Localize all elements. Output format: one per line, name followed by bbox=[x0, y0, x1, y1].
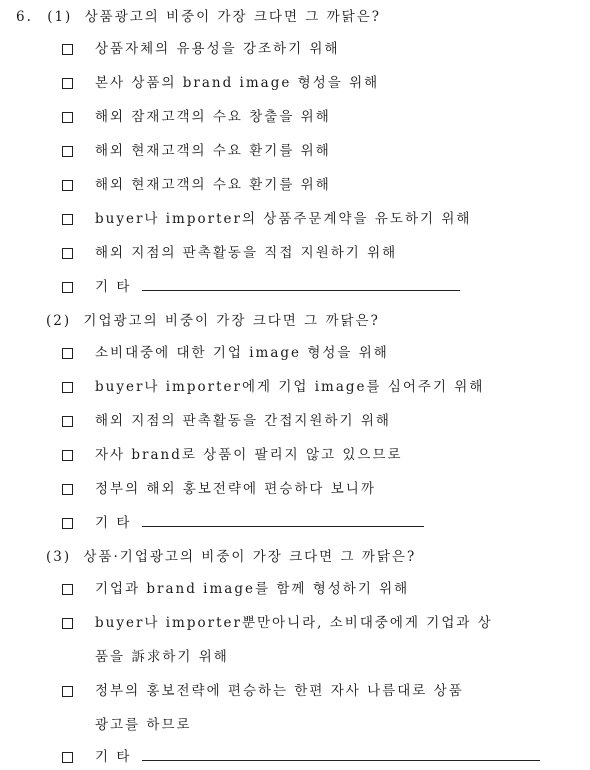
other-blank-line[interactable] bbox=[142, 748, 540, 761]
option-label: 해외 지점의 판촉활동을 간접지원하기 위해 bbox=[95, 413, 391, 429]
checkbox[interactable] bbox=[62, 382, 73, 393]
option-label: buyer나 importer에게 기업 image를 심어주기 위해 bbox=[95, 379, 485, 395]
option-label: 해외 잠재고객의 수요 창출을 위해 bbox=[95, 109, 331, 125]
section-3-title: 상품·기업광고의 비중이 가장 크다면 그 까닭은? bbox=[83, 549, 417, 565]
option-label: 기업과 brand image를 함께 형성하기 위해 bbox=[95, 581, 410, 597]
option-label: 상품자체의 유용성을 강조하기 위해 bbox=[95, 41, 340, 57]
question-number: 6. bbox=[16, 9, 33, 25]
checkbox[interactable] bbox=[62, 180, 73, 191]
section-2-header bbox=[46, 312, 380, 330]
question-header bbox=[16, 8, 381, 26]
option-label: buyer나 importer의 상품주문계약을 유도하기 위해 bbox=[95, 211, 472, 227]
option-label: 해외 현재고객의 수요 환기를 위해 bbox=[95, 143, 331, 159]
option-label: 소비대중에 대한 기업 image 형성을 위해 bbox=[95, 345, 389, 361]
checkbox[interactable] bbox=[62, 214, 73, 225]
checkbox[interactable] bbox=[62, 348, 73, 359]
other-blank-line[interactable] bbox=[142, 278, 460, 291]
option-label-continued: 광고를 하므로 bbox=[95, 717, 192, 733]
section-3-header bbox=[46, 548, 416, 566]
checkbox[interactable] bbox=[62, 686, 73, 697]
checkbox[interactable] bbox=[62, 518, 73, 529]
other-option bbox=[95, 278, 460, 296]
option-label: 자사 brand로 상품이 팔리지 않고 있으므로 bbox=[95, 447, 403, 463]
option-label-continued: 품을 訴求하기 위해 bbox=[95, 649, 229, 665]
checkbox[interactable] bbox=[62, 618, 73, 629]
checkbox[interactable] bbox=[62, 78, 73, 89]
option-label: 기 타 bbox=[95, 279, 132, 295]
other-option bbox=[95, 748, 540, 766]
option-label: 본사 상품의 brand image 형성을 위해 bbox=[95, 75, 380, 91]
option-label: 정부의 해외 홍보전략에 편승하다 보니까 bbox=[95, 481, 376, 497]
option-label: 해외 현재고객의 수요 환기를 위해 bbox=[95, 177, 331, 193]
checkbox[interactable] bbox=[62, 112, 73, 123]
checkbox[interactable] bbox=[62, 584, 73, 595]
section-1-title: 상품광고의 비중이 가장 크다면 그 까닭은? bbox=[84, 9, 381, 25]
option-label: 정부의 홍보전략에 편승하는 한편 자사 나름대로 상품 bbox=[95, 683, 464, 699]
checkbox[interactable] bbox=[62, 146, 73, 157]
checkbox[interactable] bbox=[62, 44, 73, 55]
other-option bbox=[95, 514, 424, 532]
section-2-marker: (2) bbox=[46, 313, 72, 329]
option-label: 기 타 bbox=[95, 515, 132, 531]
other-blank-line[interactable] bbox=[142, 514, 424, 527]
checkbox[interactable] bbox=[62, 484, 73, 495]
section-2-title: 기업광고의 비중이 가장 크다면 그 까닭은? bbox=[83, 313, 380, 329]
checkbox[interactable] bbox=[62, 282, 73, 293]
option-label: 기 타 bbox=[95, 749, 132, 765]
section-3-marker: (3) bbox=[46, 549, 72, 565]
checkbox[interactable] bbox=[62, 752, 73, 763]
checkbox[interactable] bbox=[62, 416, 73, 427]
option-label: buyer나 importer뿐만아니라, 소비대중에게 기업과 상 bbox=[95, 615, 493, 631]
section-1-marker: (1) bbox=[47, 9, 73, 25]
option-label: 해외 지점의 판촉활동을 직접 지원하기 위해 bbox=[95, 245, 398, 261]
checkbox[interactable] bbox=[62, 248, 73, 259]
checkbox[interactable] bbox=[62, 450, 73, 461]
